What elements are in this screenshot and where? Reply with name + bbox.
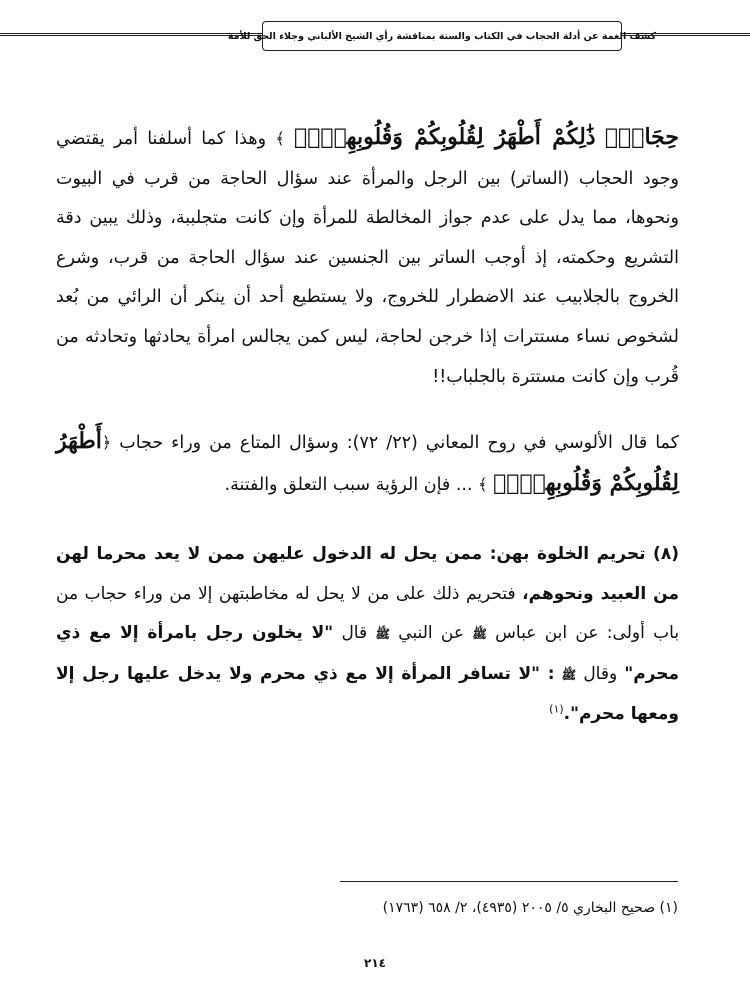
paragraph-3 — [56, 535, 679, 735]
verse-close-ornament-2: ﴾ — [478, 474, 488, 494]
header-rule-left — [0, 33, 262, 36]
paragraph-3-said: قال — [341, 623, 368, 644]
paragraph-3-text-3: وقال — [583, 663, 618, 684]
header-title: كشف الغمة عن أدلة الحجاب في الكتاب والسنة بمناقشة رأي الشيخ الألباني وجلاء الحق للأمة — [227, 30, 657, 42]
paragraph-1-text: وهذا كما أسلفنا أمر يقتضي وجود الحجاب (الساتر) بين الرجل والمرأة عند سؤال الحاجة من قرب في البيوت ونحوها، مما يدل على عدم جواز المخالطة للمرأة وإن كانت متجلببة، وذلك يبين دقة التشريع وحكمته، إذ أوجب الساتر بين الجنسين عند سؤال الحاجة من قرب، وشرع الخروج بالجلابيب عند الاضطرار للخروج، ولا يستطيع أحد أن ينكر أن الرائي من بُعد لشخوص نساء مستترات إذا خرجن لحاجة، ليس كمن يجالس امرأة يحادثها وتحادثه من قُرب وإن كانت مستترة بالجلباب!! — [56, 129, 679, 387]
footnote — [56, 896, 678, 920]
running-header — [227, 21, 657, 51]
paragraph-3-text-1: فتحريم ذلك على من لا يحل له مخاطبتهن إلا من وراء حجاب من باب أولى: عن ابن عباس — [56, 583, 680, 644]
footnote-divider — [340, 881, 678, 882]
quran-verse: ذَٰلِكُمْ أَطْهَرُ لِقُلُوبِكُمْ وَقُلُوبِهِنَّۚ — [294, 124, 596, 150]
verse-open-ornament: ﴿ — [101, 433, 112, 452]
honorific-1: ﷺ — [472, 627, 487, 642]
footnote-text: (١) صحيح البخاري ٥/ ٢٠٠٥ (٤٩٣٥)، ٢/ ٦٥٨ (١٧٦٣) — [382, 900, 678, 916]
paragraph-3-text-2: عن النبي — [398, 623, 465, 644]
paragraph-1 — [56, 118, 679, 397]
page-number: ٢١٤ — [364, 956, 386, 970]
hadith-quote-2: : "لا تسافر المرأة إلا مع ذي محرم ولا يدخل عليها رجل إلا ومعها محرم". — [56, 663, 679, 725]
footnote-reference[interactable]: (١) — [549, 702, 564, 716]
honorific-3: ﷺ — [561, 667, 577, 682]
quran-verse-2: أَطْهَرُ لِقُلُوبِكُمْ وَقُلُوبِهِنَّۚ — [56, 428, 679, 496]
paragraph-2 — [56, 422, 679, 505]
verse-lead-word: حِجَابٍۚ — [604, 124, 679, 150]
paragraph-2-text-after: ... فإن الرؤية سبب التعلق والفتنة. — [224, 474, 473, 495]
hadith-quote-1: "لا يخلون رجل بامرأة إلا مع ذي محرم" — [56, 623, 680, 684]
section-heading: (٨) تحريم الخلوة بهن: ممن يحل له الدخول عليهن ممن لا يعد محرما لهن من العبيد ونحوهم، — [56, 544, 680, 604]
paragraph-2-text-before: كما قال الألوسي في روح المعاني (٢٢/ ٧٢): وسؤال المتاع من وراء حجاب — [119, 433, 679, 453]
verse-close-ornament: ﴾ — [275, 129, 285, 148]
honorific-2: ﷺ — [375, 627, 390, 642]
header-rule-right — [622, 33, 750, 36]
